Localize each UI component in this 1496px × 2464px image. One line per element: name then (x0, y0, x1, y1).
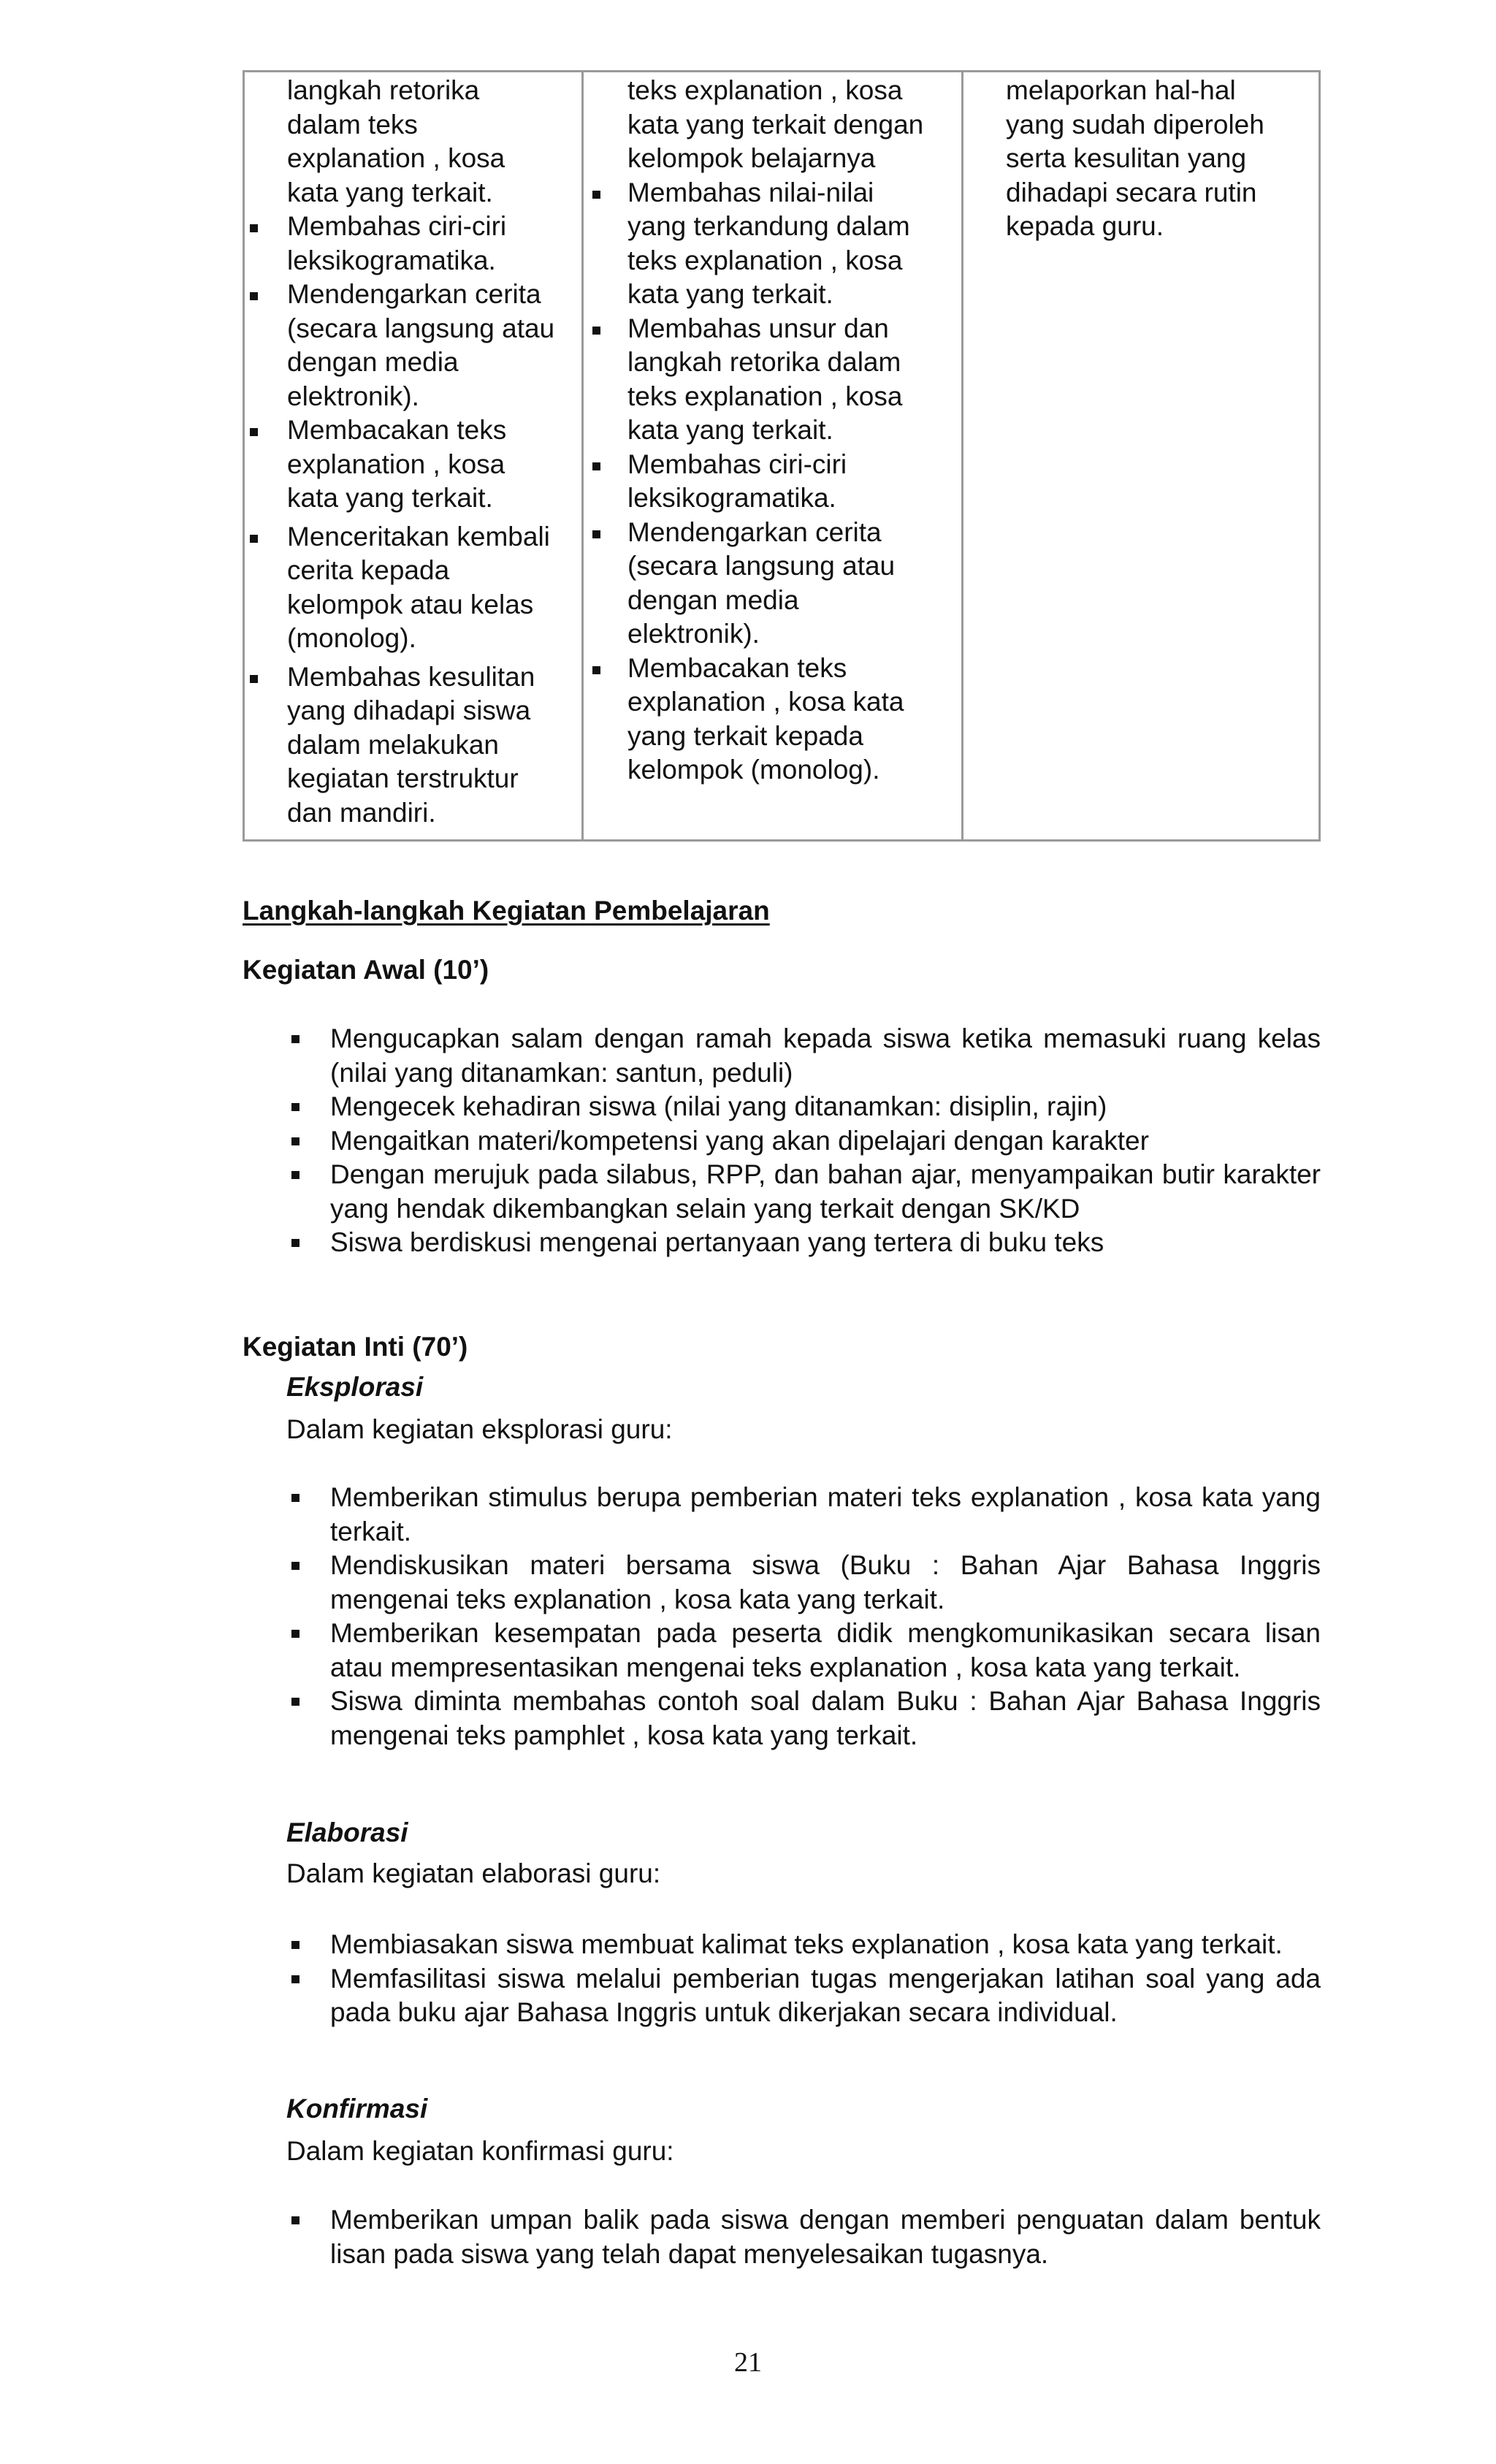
list-item (286, 1022, 1321, 1090)
table-cell-text: leksikogramatika. (287, 245, 496, 275)
list-item (286, 1124, 1321, 1159)
table-cell-text: kata yang terkait. (287, 177, 493, 207)
table-cell-text: Membacakan teks (287, 415, 507, 445)
kegiatan-awal-list (286, 1022, 1321, 1260)
square-bullet-icon (592, 666, 600, 674)
table-cell-text: yang dihadapi siswa (287, 695, 531, 725)
table-cell-text: kata yang terkait. (627, 279, 833, 309)
table-cell-text: Membahas kesulitan (287, 661, 535, 692)
square-bullet-icon (291, 1239, 299, 1247)
table-cell-text: kegiatan terstruktur (287, 763, 519, 793)
list-item (286, 1481, 1321, 1549)
table-cell-text: elektronik). (287, 381, 419, 411)
table-cell-text: dengan media (627, 584, 799, 615)
table-cell-text: dalam teks (287, 109, 418, 140)
square-bullet-icon (250, 224, 258, 232)
list-item (286, 1226, 1321, 1260)
table-column-2 (584, 72, 963, 839)
table-cell-text: langkah retorika (287, 75, 480, 105)
square-bullet-icon (291, 1562, 299, 1570)
table-cell-text: yang sudah diperoleh (1006, 109, 1264, 140)
table-cell-text: teks explanation , kosa (627, 75, 903, 105)
table-cell-text: kelompok atau kelas (287, 589, 534, 619)
list-item (286, 1928, 1321, 1962)
list-item (286, 1685, 1321, 1752)
table-cell-text: cerita kepada (287, 555, 450, 585)
kegiatan-inti-title: Kegiatan Inti (70’) (243, 1332, 468, 1362)
list-item-text: Membiasakan siswa membuat kalimat teks explanation , kosa kata yang terkait. (330, 1929, 1283, 1959)
list-item (286, 1617, 1321, 1685)
square-bullet-icon (291, 1035, 299, 1043)
table-cell-text: Membahas ciri-ciri (627, 449, 847, 479)
table-cell-text: kata yang terkait. (287, 483, 493, 513)
list-item-text: Mendiskusikan materi bersama siswa (Buku : Bahan Ajar Bahasa Inggris mengenai teks explanation , kosa kata yang terkait. (330, 1550, 1321, 1614)
table-cell-text: dan mandiri. (287, 797, 436, 828)
table-cell-text: dengan media (287, 347, 459, 377)
table-column-1 (245, 72, 584, 839)
table-cell-text: leksikogramatika. (627, 483, 836, 513)
square-bullet-icon (291, 1137, 299, 1145)
table-cell-text: elektronik). (627, 619, 760, 649)
square-bullet-icon (592, 191, 600, 199)
list-item-text: Memfasilitasi siswa melalui pemberian tugas mengerjakan latihan soal yang ada pada buku ajar Bahasa Inggris untuk dikerjakan secara individual. (330, 1963, 1321, 2027)
eksplorasi-title: Eksplorasi (286, 1372, 424, 1402)
table-cell-text: Mendengarkan cerita (627, 516, 882, 547)
list-item-text: Siswa diminta membahas contoh soal dalam Buku : Bahan Ajar Bahasa Inggris mengenai teks pamphlet , kosa kata yang terkait. (330, 1686, 1321, 1750)
square-bullet-icon (592, 462, 600, 470)
square-bullet-icon (291, 1698, 299, 1706)
square-bullet-icon (291, 1494, 299, 1502)
elaborasi-title: Elaborasi (286, 1818, 408, 1847)
square-bullet-icon (291, 1941, 299, 1949)
table-cell-text: dihadapi secara rutin (1006, 177, 1257, 207)
table-cell-text: explanation , kosa (287, 449, 505, 479)
table-cell-text: serta kesulitan yang (1006, 143, 1247, 173)
square-bullet-icon (291, 2216, 299, 2224)
list-item-text: Memberikan stimulus berupa pemberian materi teks explanation , kosa kata yang terkait. (330, 1482, 1321, 1546)
square-bullet-icon (250, 675, 258, 683)
square-bullet-icon (291, 1975, 299, 1983)
table-cell-text: Membahas nilai-nilai (627, 177, 874, 207)
table-cell-text: Membahas ciri-ciri (287, 211, 507, 241)
kegiatan-awal-title: Kegiatan Awal (10’) (243, 955, 489, 985)
table-column-3 (963, 72, 1318, 839)
table-cell-text: explanation , kosa (287, 143, 505, 173)
square-bullet-icon (250, 292, 258, 300)
konfirmasi-intro: Dalam kegiatan konfirmasi guru: (286, 2136, 674, 2166)
table-cell-text: (monolog). (287, 623, 416, 653)
square-bullet-icon (250, 428, 258, 436)
eksplorasi-intro: Dalam kegiatan eksplorasi guru: (286, 1414, 673, 1444)
table-cell-text: teks explanation , kosa (627, 381, 903, 411)
table-cell-text: kepada guru. (1006, 211, 1164, 241)
table-cell-text: melaporkan hal-hal (1006, 75, 1236, 105)
page-number: 21 (734, 2347, 762, 2378)
square-bullet-icon (592, 530, 600, 538)
table-cell-text: kata yang terkait. (627, 415, 833, 445)
section-title: Langkah-langkah Kegiatan Pembelajaran (243, 896, 770, 926)
table-cell-text: Membacakan teks (627, 652, 847, 683)
table-cell-text: kata yang terkait dengan (627, 109, 924, 140)
list-item (286, 1158, 1321, 1226)
eksplorasi-list (286, 1481, 1321, 1752)
table-cell-text: explanation , kosa kata (627, 687, 904, 717)
konfirmasi-list (286, 2203, 1321, 2271)
list-item (286, 2203, 1321, 2271)
table-cell-text: (secara langsung atau (287, 313, 555, 343)
table-cell-text: langkah retorika dalam (627, 347, 901, 377)
square-bullet-icon (250, 535, 258, 543)
list-item (286, 1090, 1321, 1124)
konfirmasi-title: Konfirmasi (286, 2094, 428, 2124)
list-item-text: Mengucapkan salam dengan ramah kepada siswa ketika memasuki ruang kelas (nilai yang ditanamkan: santun, peduli) (330, 1023, 1321, 1088)
table-cell-text: kelompok (monolog). (627, 755, 880, 785)
list-item-text: Siswa berdiskusi mengenai pertanyaan yang tertera di buku teks (330, 1227, 1104, 1257)
list-item-text: Memberikan kesempatan pada peserta didik mengkomunikasikan secara lisan atau mempresentasikan mengenai teks explanation , kosa kata yang terkait. (330, 1618, 1321, 1682)
table-cell-text: yang terkait kepada (627, 720, 863, 751)
table-cell-text: Membahas unsur dan (627, 313, 889, 343)
activity-table (243, 70, 1321, 842)
table-cell-text: dalam melakukan (287, 729, 499, 760)
elaborasi-list (286, 1928, 1321, 2030)
table-cell-text: (secara langsung atau (627, 551, 896, 581)
table-cell-text: kelompok belajarnya (627, 143, 876, 173)
square-bullet-icon (291, 1103, 299, 1111)
table-cell-text: yang terkandung dalam (627, 211, 910, 241)
table-cell-text: Menceritakan kembali (287, 521, 550, 552)
elaborasi-intro: Dalam kegiatan elaborasi guru: (286, 1858, 661, 1888)
list-item-text: Memberikan umpan balik pada siswa dengan memberi penguatan dalam bentuk lisan pada siswa yang telah dapat menyelesaikan tugasnya. (330, 2205, 1321, 2269)
square-bullet-icon (291, 1171, 299, 1179)
table-cell-text: Mendengarkan cerita (287, 279, 541, 309)
square-bullet-icon (291, 1630, 299, 1638)
list-item-text: Mengaitkan materi/kompetensi yang akan dipelajari dengan karakter (330, 1125, 1149, 1156)
list-item (286, 1549, 1321, 1617)
square-bullet-icon (592, 327, 600, 335)
list-item-text: Dengan merujuk pada silabus, RPP, dan bahan ajar, menyampaikan butir karakter yang hendak dikembangkan selain yang terkait dengan SK/KD (330, 1159, 1321, 1224)
list-item (286, 1962, 1321, 2030)
list-item-text: Mengecek kehadiran siswa (nilai yang ditanamkan: disiplin, rajin) (330, 1091, 1107, 1121)
table-cell-text: teks explanation , kosa (627, 245, 903, 275)
